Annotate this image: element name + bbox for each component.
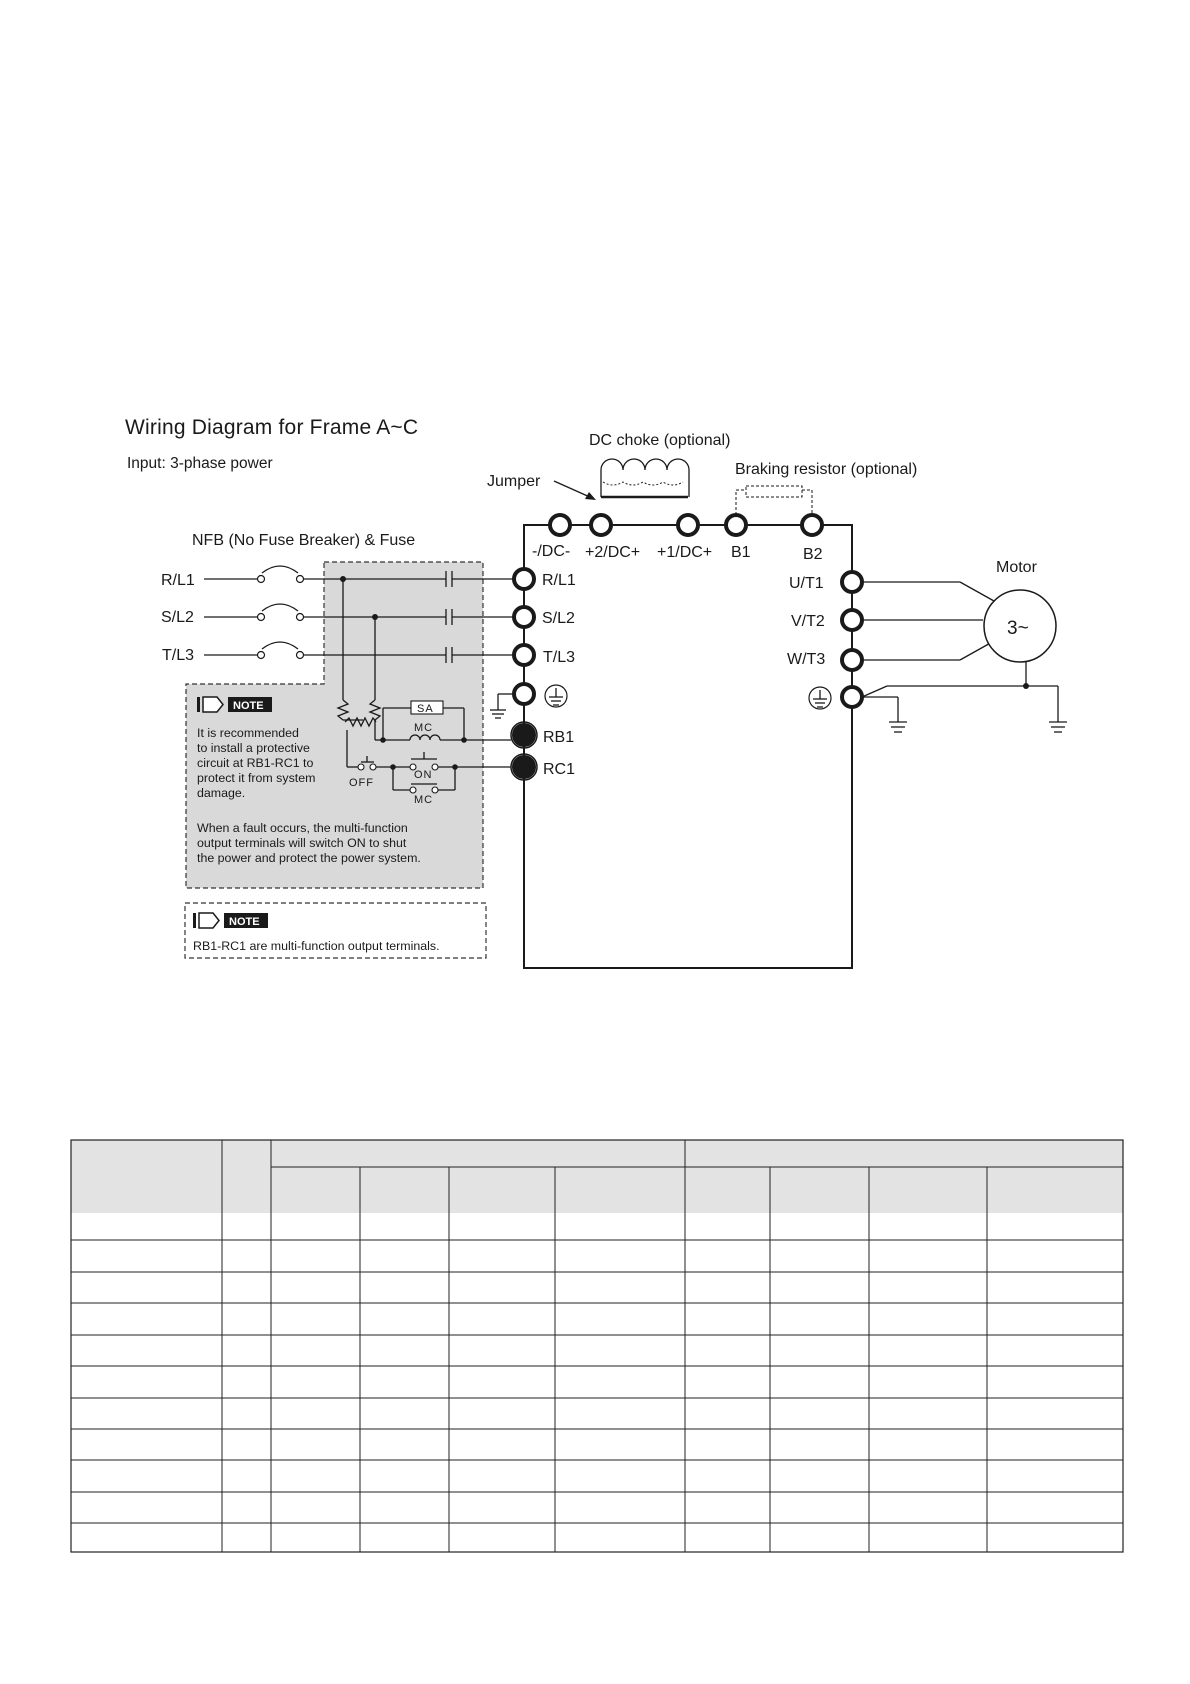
dc-choke-coil	[601, 459, 689, 497]
off-label: OFF	[349, 777, 374, 789]
left-terminal-label: T/L3	[543, 649, 576, 666]
note1-fault-line: When a fault occurs, the multi-function	[197, 821, 408, 835]
on-label: ON	[414, 769, 433, 781]
output-terminal-label: W/T3	[787, 651, 826, 668]
relay-terminal-label: RC1	[543, 761, 576, 778]
note2-text: RB1-RC1 are multi-function output terminals.	[193, 939, 440, 953]
terminal-t-l3	[514, 645, 534, 665]
left-terminal-label: R/L1	[542, 572, 576, 589]
terminal-r-l1	[514, 569, 534, 589]
note-badge: NOTE	[233, 700, 264, 712]
note1-line: protect it from system	[197, 771, 316, 785]
terminal-b1	[726, 515, 746, 535]
note1-fault-line: output terminals will switch ON to shut	[197, 836, 407, 850]
terminal-ground-right	[842, 687, 862, 707]
note1-line: circuit at RB1-RC1 to	[197, 756, 314, 770]
note1-fault-line: the power and protect the power system.	[197, 851, 421, 865]
nfb-label: NFB (No Fuse Breaker) & Fuse	[192, 532, 416, 549]
jumper-label: Jumper	[487, 473, 541, 490]
braking-resistor	[736, 486, 812, 525]
input-label: Input: 3-phase power	[127, 455, 273, 472]
terminal-v-t2	[842, 610, 862, 630]
left-terminal-label: S/L2	[542, 610, 575, 627]
top-terminal-label: +2/DC+	[585, 544, 641, 561]
note1-line: It is recommended	[197, 726, 299, 740]
note-badge: NOTE	[229, 916, 260, 928]
line-input-label: R/L1	[161, 572, 195, 589]
top-terminal-label: B1	[731, 544, 751, 561]
output-terminal-label: U/T1	[789, 575, 824, 592]
top-terminal-label: B2	[803, 546, 823, 563]
relay-terminal-label: RB1	[543, 729, 575, 746]
top-terminal-label: -/DC-	[532, 543, 571, 560]
ground-icon	[809, 687, 831, 709]
terminal-ground-left	[514, 684, 534, 704]
braking-resistor-label: Braking resistor (optional)	[735, 461, 918, 478]
terminal-s-l2	[514, 607, 534, 627]
terminal-w-t3	[842, 650, 862, 670]
sa-label: SA	[417, 703, 434, 715]
terminal-plus2-dc	[591, 515, 611, 535]
ground-icon	[545, 685, 567, 707]
mc-contact-label: MC	[414, 794, 434, 806]
motor-symbol: 3~	[1007, 618, 1029, 639]
terminal-b2	[802, 515, 822, 535]
note1-line: damage.	[197, 786, 246, 800]
top-terminal-label: +1/DC+	[657, 544, 713, 561]
dc-choke-label: DC choke (optional)	[589, 432, 731, 449]
terminal-plus1-dc	[678, 515, 698, 535]
diagram-title: Wiring Diagram for Frame A~C	[125, 416, 419, 439]
spec-table	[71, 1140, 1123, 1552]
note1-line: to install a protective	[197, 741, 310, 755]
line-input-label: S/L2	[161, 609, 194, 626]
motor-label: Motor	[996, 559, 1037, 576]
mc-coil-label: MC	[414, 722, 434, 734]
terminal-dc-minus	[550, 515, 570, 535]
jumper-arrow	[554, 481, 592, 498]
terminal-rc1	[513, 756, 535, 778]
output-terminal-label: V/T2	[791, 613, 825, 630]
terminal-rb1	[513, 724, 535, 746]
earth-ground-icon	[490, 694, 514, 718]
terminal-u-t1	[842, 572, 862, 592]
line-input-label: T/L3	[162, 647, 195, 664]
